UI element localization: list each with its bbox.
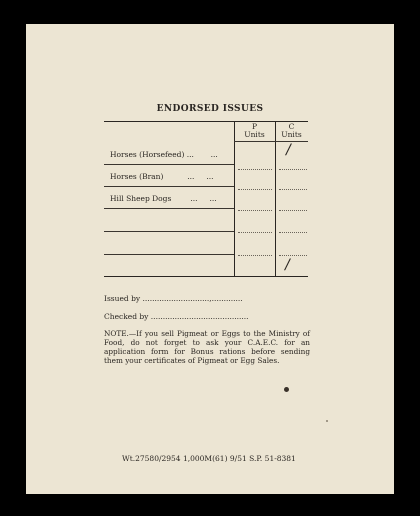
header-underline [234,141,308,142]
cell-rule [238,210,272,211]
endorsed-issues-table [104,121,308,278]
row-rule [104,164,234,165]
column-divider-p [234,121,235,277]
table-bottom-rule [104,276,308,277]
column-header-c-units: Units [281,130,302,139]
paper-speck [326,420,328,422]
cell-rule [238,232,272,233]
cell-rule [279,232,307,233]
print-reference-footer: Wt.27580/2954 1,000M(61) 9/51 S.P. 51-8381 [122,454,296,463]
row-rule [104,186,234,187]
column-header-p-letter: P [251,122,258,131]
column-header-p-units: Units [244,130,265,139]
cell-rule [238,255,272,256]
row-label-horsefeed: Horses (Horsefeed) ... ... [110,150,218,159]
column-header-p [234,123,275,139]
row-rule [104,208,234,209]
cell-rule [279,169,307,170]
column-header-c [275,123,308,139]
cell-rule [279,210,307,211]
cell-rule [279,255,307,256]
ink-blot [284,387,289,392]
handwritten-tick-bottom: / [285,257,290,273]
table-top-rule [104,121,308,122]
row-label-hill-sheep-dogs: Hill Sheep Dogs ... ... [110,194,217,203]
column-divider-c [275,121,276,277]
handwritten-tick-horsefeed: / [286,142,291,158]
column-header-c-letter: C [288,122,295,131]
issued-by-line: Issued by ............................,............. [104,294,243,303]
cell-rule [238,189,272,190]
cell-rule [279,189,307,190]
row-rule [104,254,234,255]
checked-by-line: Checked by ......................................... [104,312,249,321]
row-rule [104,231,234,232]
form-title: ENDORSED ISSUES [156,104,264,114]
note-paragraph: NOTE.—If you sell Pigmeat or Eggs to the Ministry of Food, do not forget to ask your C.A.E.C. for an application form for Bonus rations before sending them your certificates of Pigmeat or Egg Sales. [104,329,310,365]
form-sheet [26,24,394,494]
cell-rule [238,169,272,170]
row-label-bran: Horses (Bran) ... ... [110,172,214,181]
